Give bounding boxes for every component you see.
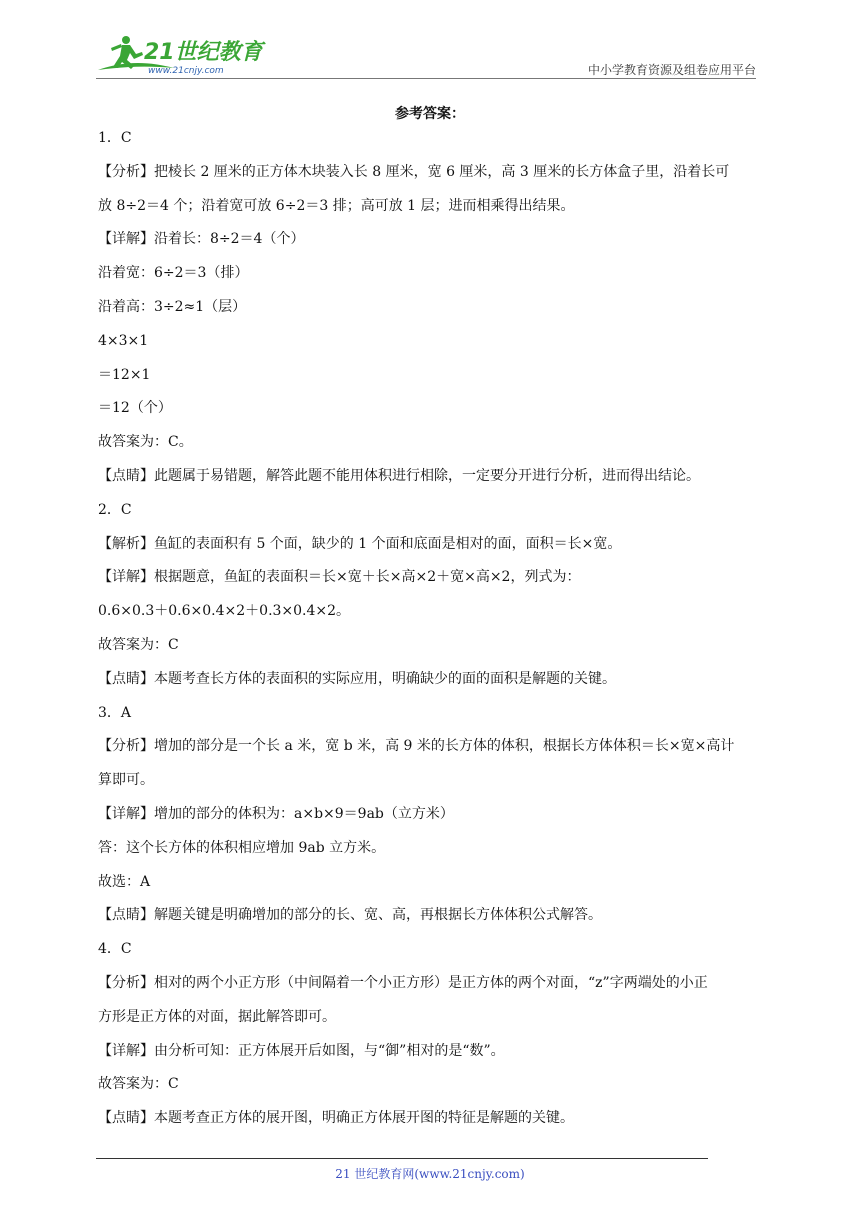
- page-footer: 21 世纪教育网(www.21cnjy.com): [335, 1167, 525, 1181]
- content-line: 【点睛】此题属于易错题，解答此题不能用体积进行相除，一定要分开进行分析，进而得出结论。: [98, 467, 700, 484]
- content-line: ＝12（个）: [98, 400, 172, 417]
- header-divider: [96, 78, 756, 79]
- content-line: 故答案为：C: [98, 1076, 179, 1093]
- logo-url: www.21cnjy.com: [148, 66, 224, 76]
- content-line: 【分析】相对的两个小正方形（中间隔着一个小正方形）是正方体的两个对面，“z”字两端处的小正: [98, 974, 708, 991]
- content-line: 方形是正方体的对面，据此解答即可。: [98, 1008, 336, 1025]
- content-line: 【点睛】解题关键是明确增加的部分的长、宽、高，再根据长方体体积公式解答。: [98, 907, 602, 924]
- content-line: ＝12×1: [98, 366, 151, 383]
- content-line: 故答案为：C。: [98, 434, 193, 451]
- content-line: 2．C: [98, 501, 132, 518]
- content-line: 故答案为：C: [98, 636, 179, 653]
- content-line: 1．C: [98, 130, 132, 146]
- site-logo: [96, 32, 266, 80]
- page-header: [0, 0, 860, 84]
- page-title: 参考答案：: [395, 106, 465, 122]
- content-line: 沿着高：3÷2≈1（层）: [98, 298, 247, 315]
- content-line: 4．C: [98, 941, 132, 958]
- content-line: 4×3×1: [98, 332, 149, 349]
- content-line: 【详解】沿着长：8÷2＝4（个）: [98, 231, 305, 248]
- content-line: 【解析】鱼缸的表面积有 5 个面，缺少的 1 个面和底面是相对的面，面积＝长×宽。: [98, 535, 622, 552]
- content-line: 沿着宽：6÷2＝3（排）: [98, 265, 249, 282]
- answer-content: [98, 128, 760, 1128]
- content-line: 故选：A: [98, 873, 151, 890]
- content-line: 【详解】根据题意，鱼缸的表面积＝长×宽＋长×高×2＋宽×高×2，列式为：: [98, 569, 581, 586]
- platform-name: 中小学教育资源及组卷应用平台: [587, 63, 756, 77]
- content-line: 【分析】把棱长 2 厘米的正方体木块装入长 8 厘米，宽 6 厘米，高 3 厘米的长方体盒子里，沿着长可: [98, 163, 730, 180]
- content-line: 算即可。: [98, 772, 154, 789]
- content-line: 答：这个长方体的体积相应增加 9ab 立方米。: [98, 839, 386, 856]
- logo-text: 21世纪教育: [144, 40, 263, 65]
- footer-divider: [96, 1158, 708, 1159]
- content-line: 放 8÷2＝4 个；沿着宽可放 6÷2＝3 排；高可放 1 层；进而相乘得出结果。: [98, 197, 575, 214]
- content-line: 【详解】增加的部分的体积为：a×b×9＝9ab（立方米）: [98, 805, 454, 822]
- content-line: 3．A: [98, 704, 132, 721]
- content-line: 【分析】增加的部分是一个长 a 米，宽 b 米，高 9 米的长方体的体积，根据长方体体积＝长×宽×高计: [98, 738, 735, 755]
- content-line: 【点睛】本题考查长方体的表面积的实际应用，明确缺少的面的面积是解题的关键。: [98, 670, 616, 687]
- content-line: 【点睛】本题考查正方体的展开图，明确正方体展开图的特征是解题的关键。: [98, 1110, 574, 1127]
- runner-logo-icon: [96, 32, 266, 80]
- content-line: 【详解】由分析可知：正方体展开后如图，与“御”相对的是“数”。: [98, 1042, 505, 1059]
- content-line: 0.6×0.3＋0.6×0.4×2＋0.3×0.4×2。: [98, 603, 351, 620]
